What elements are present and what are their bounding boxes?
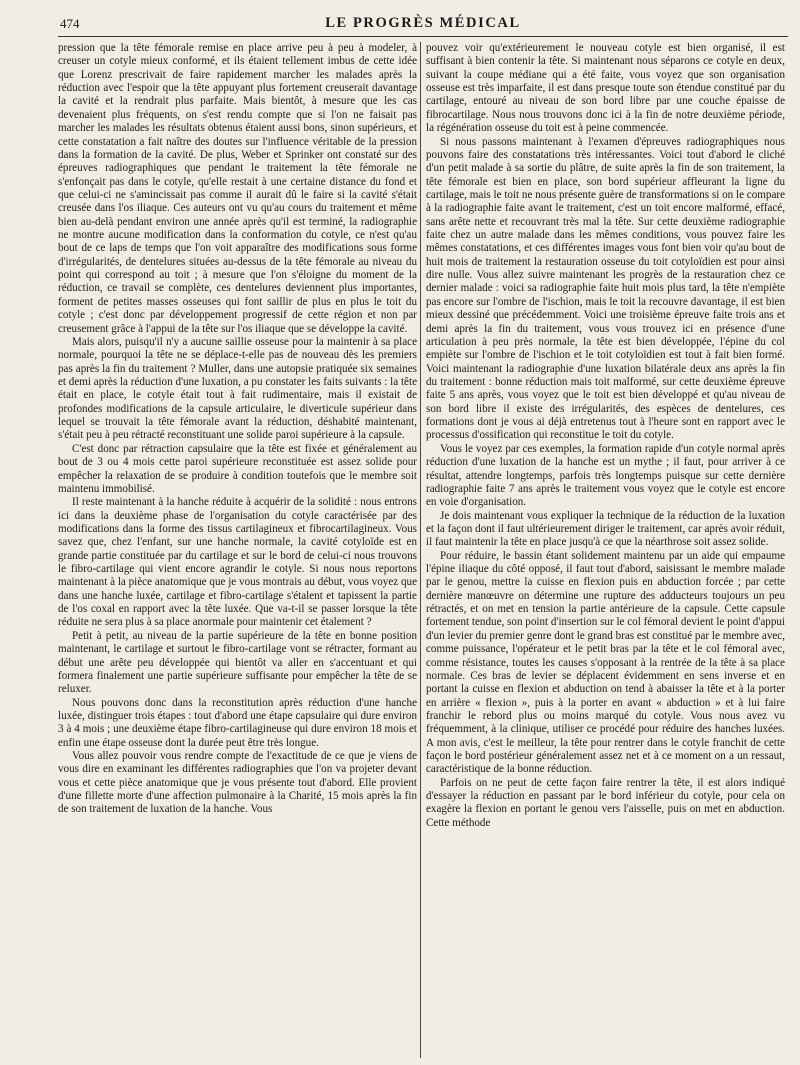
paragraph: Je dois maintenant vous expliquer la technique de la réduction de la luxation et la façon dont il faut ultérieurement diriger le traitement, car après avoir réduit, il faut maintenir la tête en place jusqu'à ce que la néarthrose soit assez solide. bbox=[426, 509, 785, 549]
page-number: 474 bbox=[60, 16, 80, 31]
paragraph: Nous pouvons donc dans la reconstitution après réduction d'une hanche luxée, distinguer trois étapes : tout d'abord une étape capsulaire qui dure environ 3 à 4 mois ; une deuxième étape fibro-cartilagineuse qui dure environ 18 mois et enfin une étape osseuse dont la durée peut être très longue. bbox=[58, 696, 417, 749]
right-column bbox=[426, 42, 785, 1058]
paragraph: Vous allez pouvoir vous rendre compte de l'exactitude de ce que je viens de vous dire en examinant les différentes radiographies que l'on va projeter devant vous et cette pièce anatomique que je vous présente tout d'abord. Elle provient d'une fillette morte d'une affection pulmonaire à la Charité, 15 mois après la fin de son traitement de luxation de la hanche. Vous bbox=[58, 750, 417, 816]
left-column bbox=[58, 42, 417, 1058]
paragraph: Mais alors, puisqu'il n'y a aucune saillie osseuse pour la maintenir à sa place normale, pourquoi la tête ne se déplace-t-elle pas de nouveau dès les premiers pas après la fin du traitement ? Muller, dans une autopsie pratiquée six semaines et demi après la réduction d'une luxation, a pu constater les faits suivants : la tête était en place, le cotyle était tout à fait rudimentaire, mais il existait de profondes modifications de la capsule articulaire, le diverticule supérieur dans lequel se trouvait la tête fémorale avant la réduction, déshabité maintenant, s'était peu à peu rétracté reconstituant une solide paroi supérieure à la capsule. bbox=[58, 335, 417, 442]
paragraph: C'est donc par rétraction capsulaire que la tête est fixée et généralement au bout de 3 ou 4 mois cette paroi supérieure reconstituée est assez solide pour empêcher la relaxation de se produire à condition toutefois que le membre soit maintenu immobilisé. bbox=[58, 442, 417, 495]
running-header bbox=[58, 10, 788, 37]
paragraph: Si nous passons maintenant à l'examen d'épreuves radiographiques nous pouvons faire des constatations très intéressantes. Voici tout d'abord le cliché d'un petit malade à sa sortie du plâtre, de suite après la fin de son traitement, la tête fémorale est bien en place, son bord supérieur affleurant la ligne du cartilage, mais le toit ne nous présente guère de transformations si on le compare à la radiographie faite avant le traitement, c'est un toit encore malformé, effacé, sans arête nette et recouvrant très mal la tête. Sur cette deuxième radiographie faite chez un autre malade dans les mêmes conditions, vous pouvez faire les mêmes constatations, et ces différentes images vous font bien voir qu'au bout de huit mois de traitement la restauration osseuse du toit cotyloïdien est pour ainsi dire nulle. Vous allez suivre maintenant les progrès de la restauration chez ce dernier malade : voici sa radiographie faite huit mois plus tard, la tête n'empiète pas encore sur l'ombre de l'ischion, mais le toit la recouvre davantage, il est bien mieux dessiné que précédemment. Voici une troisième épreuve faite trois ans et demi après la fin du traitement, vous vous trouvez ici en présence d'une articulation à peu près normale, la tête est bien développée, l'épine du col empiète sur l'ombre de l'ischion et le toit cotyloïdien est tout à fait bien formé. Voici maintenant la radiographie d'une luxation bilatérale deux ans après la fin du traitement : bonne réduction mais toit malformé, sur cette deuxième épreuve faite 5 ans après, vous voyez que le toit est bien développé et qu'au niveau de son bord libre il existe des irrégularités, des espèces de dentelures, ces formations dont je vous ai déjà entretenus tout à l'heure sont en rapport avec le processus d'ossification qui reconstitue le toit du cotyle. bbox=[426, 135, 785, 442]
paragraph: pression que la tête fémorale remise en place arrive peu à peu à modeler, à creuser un cotyle mieux conformé, et ils étaient tellement imbus de cette idée que Lorenz prescrivait de faire rapidement marcher les malades après la réduction avec l'espoir que la tête appuyant plus fortement creuserait davantage la cavité et la rendrait plus parfaite. Mais bientôt, à mesure que les cas devenaient plus fréquents, on s'est rendu compte que si l'on ne faisait pas marcher les malades les résultats obtenus étaient aussi bons, sinon supérieurs, et cette constatation a fait naître des doutes sur l'influence véritable de la pression dans la formation de la cavité. De plus, Weber et Sprinker ont constaté sur des épreuves radiographiques que pendant le traitement la tête fémorale ne s'enfonçait pas dans le cotyle, qu'elle restait à une certaine distance du fond et que celui-ci ne s'amincissait pas comme il aurait dû le faire si la cavité s'était creusée dans l'os iliaque. Ces auteurs ont vu qu'au cours du traitement et même bien au-delà pendant environ une année après qu'il est terminé, la radiographie ne montre aucune modification dans la conformation du cotyle, ce n'est qu'au bout de ce laps de temps que l'on voit apparaître des modifications sous forme d'irrégularités, de dentelures situées au-dessus de la tête fémorale au niveau du point qui correspond au toit ; à mesure que l'on s'éloigne du moment de la réduction, ce travail se complète, ces dentelures deviennent plus importantes, forment de petites masses osseuses qui font saillir de plus en plus le toit du cotyle ; c'est donc par développement progressif de cette région et non par creusement grâce à l'appui de la tête sur l'os iliaque que se développe la cavité. bbox=[58, 42, 417, 335]
paragraph: Vous le voyez par ces exemples, la formation rapide d'un cotyle normal après réduction d'une luxation de la hanche est un mythe ; il faut, pour arriver à ce résultat, attendre longtemps, parfois très longtemps puisque sur cette dernière radiographie faite 7 ans après le traitement vous voyez que le cotyle est encore en voie d'organisation. bbox=[426, 442, 785, 509]
column-divider bbox=[420, 42, 421, 1058]
paragraph: pouvez voir qu'extérieurement le nouveau cotyle est bien organisé, il est suffisant à bien contenir la tête. Si maintenant nous séparons ce cotyle en deux, suivant la coupe médiane qui a été faite, vous voyez que son organisation osseuse est très imparfaite, il est dans presque toute son étendue constitué par du cartilage, entouré au niveau de son bord libre par une couche épaisse de fibrocartilage. Nous nous trouvons donc ici à la fin de notre deuxième période, la régénération osseuse du toit est à peine commencée. bbox=[426, 42, 785, 135]
paragraph: Pour réduire, le bassin étant solidement maintenu par un aide qui empaume l'épine iliaque du côté opposé, il faut tout d'abord, saisissant le membre malade par le genou, mettre la cuisse en flexion puis en abduction forcée ; par cette dernière manœuvre on détermine une rupture des adducteurs toujours un peu rétractés, et on met en tension la partie antérieure de la capsule. Cette capsule fortement tendue, son point d'insertion sur le col fémoral devient le point d'appui d'un levier du premier genre dont le grand bras est constitué par le membre avec, comme puissance, l'opérateur et le petit bras par la tête et le col fémoral avec, comme résistance, toutes les causes s'opposant à la rentrée de la tête à sa place normale. Ces bras de levier se déplacent évidemment en sens inverse et en portant la cuisse en flexion et abduction on tend à abaisser la tête et à la porter en arrière « flexion », puis à la porter en avant « abduction » et à lui faire franchir le rebord plus ou moins marqué du cotyle. Vous nous avez vu fréquemment, à la clinique, utiliser ce procédé pour réduire des hanches luxées. A mon avis, c'est le meilleur, la tête pour rentrer dans le cotyle franchit de cette façon le bord postérieur généralement assez net et à ce moment on a un ressaut, caractéristique de la bonne réduction. bbox=[426, 549, 785, 776]
paragraph: Parfois on ne peut de cette façon faire rentrer la tête, il est alors indiqué d'essayer la réduction en passant par le bord inférieur du cotyle, pour cela on exagère la flexion en portant le genou vers l'aisselle, puis on met en abduction. Cette méthode bbox=[426, 776, 785, 829]
paragraph: Petit à petit, au niveau de la partie supérieure de la tête en bonne position maintenant, le cartilage et surtout le fibro-cartilage vont se rétracter, formant au début une arête peu développée qui bientôt va aller en s'accentuant et qui formera finalement une partie supérieure suffisante pour empêcher la tête de se reluxer. bbox=[58, 629, 417, 696]
paragraph: Il reste maintenant à la hanche réduite à acquérir de la solidité : nous entrons ici dans la deuxième phase de l'organisation du cotyle caractérisée par des modifications dans la forme des tissus cartilagineux et fibrocartilagineux. Vous savez que, chez l'enfant, sur une hanche normale, la cavité cotyloïde est en grande partie constituée par du cartilage et sur le bord de celui-ci nous trouvons le fibro-cartilage qui vient encore agrandir le cotyle. Si nous nous reportons maintenant à la pièce anatomique que je vous montrais au début, vous voyez que dans une hanche luxée, cartilage et fibro-cartilage s'étalent et tapissent la partie de l'os coxal en rapport avec la tête luxée. Que va-t-il se passer lorsque la tête réduite ne sera plus à sa place anormale pour maintenir cet étalement ? bbox=[58, 496, 417, 629]
journal-title: LE PROGRÈS MÉDICAL bbox=[325, 15, 521, 31]
